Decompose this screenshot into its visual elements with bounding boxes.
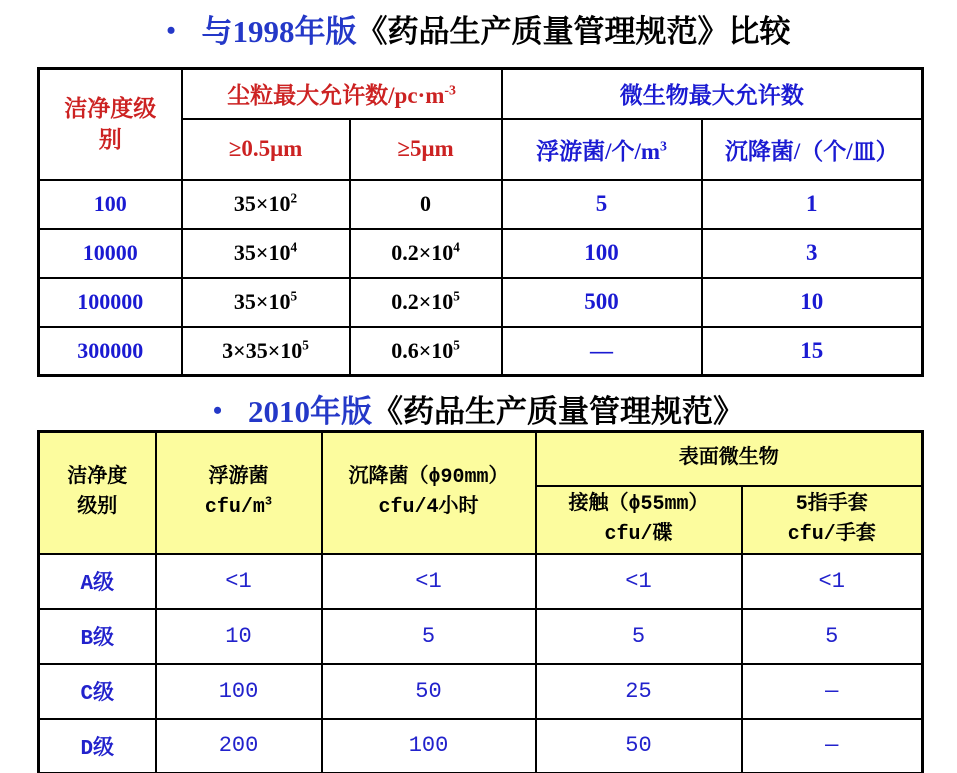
table-row: [39, 609, 923, 664]
title2-highlight: 2010年版: [248, 394, 373, 429]
t2-header-settling: 沉降菌（ϕ90mm） cfu/4小时: [322, 432, 536, 554]
t1-r2-air: 500: [502, 278, 702, 327]
t1-r0-class: 100: [39, 180, 182, 229]
t1-r1-p5: $0.2\times 10^4$: [350, 229, 502, 278]
title-1998-comparison: [0, 6, 957, 51]
t2-r3-contact: 50: [536, 719, 742, 773]
t1-r0-air: 5: [502, 180, 702, 229]
t1-subheader-airborne: 浮游菌/个$/m^3$: [502, 119, 702, 180]
t2-subheader-contact: 接触（ϕ55mm） cfu/碟: [536, 486, 742, 554]
t2-r3-glove: —: [742, 719, 923, 773]
t1-subheader-5um: ≥5μm: [350, 119, 502, 180]
t1-subheader-05um: ≥0.5μm: [182, 119, 350, 180]
t2-r1-class: B级: [39, 609, 156, 664]
t1-r2-class: 100000: [39, 278, 182, 327]
t1-r1-settle: 3: [702, 229, 923, 278]
t1-r2-p5: $0.2\times 10^5$: [350, 278, 502, 327]
table-row: [39, 554, 923, 609]
table-row: [39, 719, 923, 773]
t2-r1-settle: 5: [322, 609, 536, 664]
t1-r3-p05: $3\times 35\times 10^5$: [182, 327, 350, 376]
table-row: [39, 229, 923, 278]
t2-header-surface-group: 表面微生物: [536, 432, 923, 486]
t1-r3-p5: $0.6\times 10^5$: [350, 327, 502, 376]
t2-r1-glove: 5: [742, 609, 923, 664]
t2-r1-air: 10: [156, 609, 322, 664]
bullet-icon: •: [166, 16, 176, 45]
t2-r3-air: 200: [156, 719, 322, 773]
title1-highlight: 与1998年版: [201, 14, 357, 49]
table-row: [39, 664, 923, 719]
t2-r2-air: 100: [156, 664, 322, 719]
t1-r1-air: 100: [502, 229, 702, 278]
t2-r2-contact: 25: [536, 664, 742, 719]
t1-r1-class: 10000: [39, 229, 182, 278]
table-row: [39, 327, 923, 376]
t2-header-cleanliness-class: 洁净度 级别: [39, 432, 156, 554]
t2-r0-class: A级: [39, 554, 156, 609]
t1-r0-p5: 0: [350, 180, 502, 229]
table-row: [39, 180, 923, 229]
t1-r2-settle: 10: [702, 278, 923, 327]
t2-r2-glove: —: [742, 664, 923, 719]
t2-r1-contact: 5: [536, 609, 742, 664]
t2-r3-class: D级: [39, 719, 156, 773]
t2-r0-air: <1: [156, 554, 322, 609]
t1-r0-settle: 1: [702, 180, 923, 229]
t2-r2-settle: 50: [322, 664, 536, 719]
t1-r1-p05: $35\times 10^4$: [182, 229, 350, 278]
t2-r0-settle: <1: [322, 554, 536, 609]
bullet-icon: •: [212, 396, 223, 425]
t1-header-cleanliness-class: 洁净度级 别: [39, 69, 182, 180]
title1-text: 《药品生产质量管理规范》比较: [356, 14, 791, 49]
table-2010-standards: [37, 430, 924, 773]
t1-header-microbe-group: 微生物最大允许数: [502, 69, 923, 119]
t2-r0-contact: <1: [536, 554, 742, 609]
t1-r2-p05: $35\times 10^5$: [182, 278, 350, 327]
title2-text: 《药品生产质量管理规范》: [372, 394, 745, 429]
t2-r0-glove: <1: [742, 554, 923, 609]
t1-r3-settle: 15: [702, 327, 923, 376]
title-2010-standard: [0, 386, 957, 431]
t2-r2-class: C级: [39, 664, 156, 719]
t1-subheader-settling: 沉降菌/（个/皿）: [702, 119, 923, 180]
table-row: [39, 278, 923, 327]
t2-subheader-glove: 5指手套 cfu/手套: [742, 486, 923, 554]
t1-header-particle-group: 尘粒最大允许数$/pc\cdot m^{-3}$: [182, 69, 502, 119]
t1-r0-p05: $35\times 10^2$: [182, 180, 350, 229]
table-1998-standards: [37, 67, 924, 377]
t1-r3-class: 300000: [39, 327, 182, 376]
t2-header-airborne: 浮游菌 cfu/$m^3$: [156, 432, 322, 554]
t1-r3-air: —: [502, 327, 702, 376]
t2-r3-settle: 100: [322, 719, 536, 773]
